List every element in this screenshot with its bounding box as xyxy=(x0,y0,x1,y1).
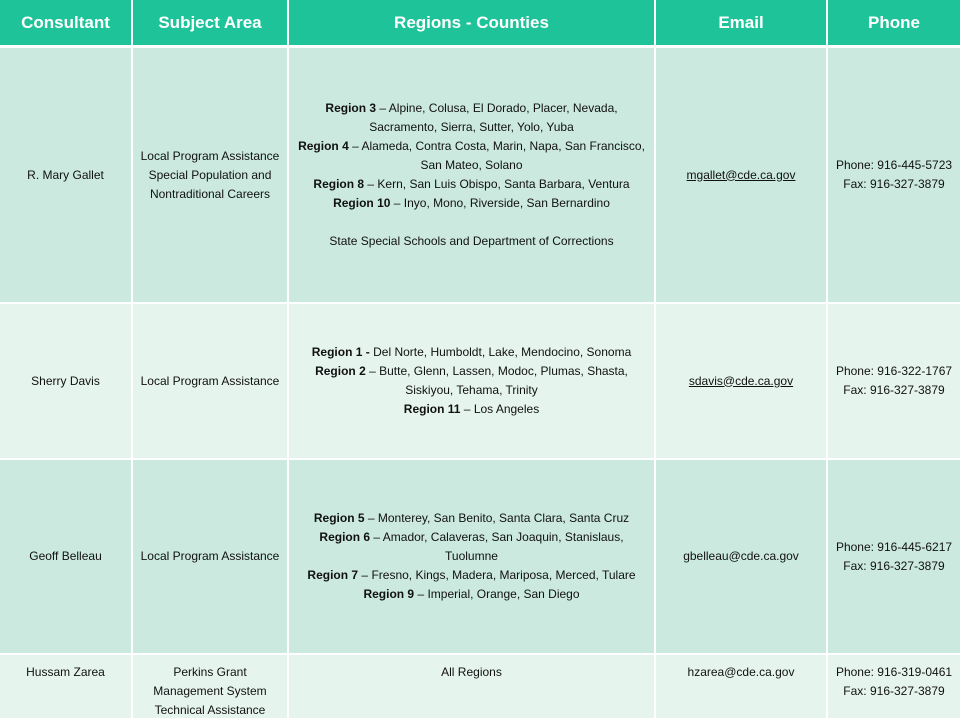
subject-area xyxy=(133,304,289,460)
region-label: Region 3 xyxy=(325,101,377,115)
region-line xyxy=(295,99,648,137)
region-counties: Amador, Calaveras, San Joaquin, Stanislaus, Tuolumne xyxy=(382,530,624,563)
consultant-name: R. Mary Gallet xyxy=(0,48,133,304)
region-label: Region 2 xyxy=(315,364,366,378)
region-line xyxy=(295,528,648,566)
region-label: Region 10 xyxy=(333,196,391,210)
subject-line: Perkins Grant Management System Technical Assistance xyxy=(153,665,267,717)
region-counties: Imperial, Orange, San Diego xyxy=(427,587,580,601)
email-cell xyxy=(656,48,828,304)
region-label: Region 8 xyxy=(313,177,365,191)
fax-number: Fax: 916-327-3879 xyxy=(843,684,945,698)
email-cell xyxy=(656,460,828,655)
region-counties: Los Angeles xyxy=(473,402,540,416)
phone-number: Phone: 916-445-5723 xyxy=(835,158,953,172)
phone-cell xyxy=(828,460,960,655)
region-label: Region 5 xyxy=(313,511,365,525)
consultant-name: Hussam Zarea xyxy=(0,655,133,720)
region-line xyxy=(295,137,648,175)
regions-counties xyxy=(289,460,656,655)
subject-line: Local Program Assistance xyxy=(140,549,280,563)
phone-cell xyxy=(828,304,960,460)
region-separator: – xyxy=(460,402,474,416)
email-address[interactable]: hzarea@cde.ca.gov xyxy=(687,665,795,679)
header-phone: Phone xyxy=(828,0,960,48)
region-separator: – xyxy=(414,587,428,601)
region-separator: – xyxy=(370,530,383,544)
region-counties: Monterey, San Benito, Santa Clara, Santa Cruz xyxy=(377,511,630,525)
phone-number: Phone: 916-445-6217 xyxy=(835,539,953,554)
email-link[interactable]: mgallet@cde.ca.gov xyxy=(686,167,796,182)
region-line xyxy=(363,585,579,604)
region-separator: – xyxy=(364,511,378,525)
region-counties: Del Norte, Humboldt, Lake, Mendocino, Sonoma xyxy=(373,345,632,359)
region-line xyxy=(313,175,629,194)
regions-counties xyxy=(289,48,656,304)
header-regions-counties: Regions - Counties xyxy=(289,0,656,48)
phone-cell xyxy=(828,48,960,304)
region-separator: – xyxy=(358,568,372,582)
region-label: Region 9 xyxy=(363,587,415,601)
subject-line: Local Program Assistance xyxy=(140,373,280,388)
region-counties: Inyo, Mono, Riverside, San Bernardino xyxy=(403,196,610,210)
fax-number: Fax: 916-327-3879 xyxy=(843,177,945,191)
email-link[interactable]: sdavis@cde.ca.gov xyxy=(688,373,794,388)
fax-number: Fax: 916-327-3879 xyxy=(843,383,945,397)
region-counties: Alpine, Colusa, El Dorado, Placer, Nevada, Sacramento, Sierra, Sutter, Yolo, Yuba xyxy=(369,101,618,134)
header-consultant: Consultant xyxy=(0,0,133,48)
region-label: Region 1 - xyxy=(311,345,370,359)
region-counties: Alameda, Contra Costa, Marin, Napa, San Francisco, San Mateo, Solano xyxy=(361,139,645,172)
header-subject-area: Subject Area xyxy=(133,0,289,48)
email-cell xyxy=(656,304,828,460)
regions-note: State Special Schools and Department of Corrections xyxy=(329,234,614,248)
header-email: Email xyxy=(656,0,828,48)
regions-counties: All Regions xyxy=(289,655,656,720)
region-line xyxy=(314,509,629,528)
region-separator: – xyxy=(376,101,389,115)
subject-area xyxy=(133,655,289,720)
phone-number: Phone: 916-319-0461 xyxy=(835,665,953,679)
region-separator: – xyxy=(390,196,404,210)
region-line xyxy=(295,362,648,400)
consultant-name: Sherry Davis xyxy=(0,304,133,460)
consultant-name: Geoff Belleau xyxy=(0,460,133,655)
region-counties: Kern, San Luis Obispo, Santa Barbara, Ventura xyxy=(377,177,630,191)
region-line xyxy=(307,566,635,585)
region-label: Region 11 xyxy=(403,402,461,416)
email-address[interactable]: gbelleau@cde.ca.gov xyxy=(683,549,799,563)
region-separator: – xyxy=(365,364,380,378)
subject-line: Local Program Assistance xyxy=(140,148,280,163)
phone-cell xyxy=(828,655,960,720)
region-line xyxy=(312,343,632,362)
region-line xyxy=(333,194,610,213)
region-line xyxy=(404,400,539,419)
region-label: Region 6 xyxy=(319,530,371,544)
email-cell xyxy=(656,655,828,720)
regions-counties xyxy=(289,304,656,460)
subject-area xyxy=(133,460,289,655)
region-separator: – xyxy=(348,139,362,153)
region-label: Region 4 xyxy=(298,139,349,153)
subject-line: Special Population and Nontraditional Careers xyxy=(148,167,272,201)
region-label: Region 7 xyxy=(307,568,359,582)
region-counties: Butte, Glenn, Lassen, Modoc, Plumas, Shasta, Siskiyou, Tehama, Trinity xyxy=(379,364,628,397)
fax-number: Fax: 916-327-3879 xyxy=(843,558,945,573)
region-counties: Fresno, Kings, Madera, Mariposa, Merced, Tulare xyxy=(371,568,636,582)
region-separator: – xyxy=(364,177,378,191)
subject-area xyxy=(133,48,289,304)
phone-number: Phone: 916-322-1767 xyxy=(835,364,953,378)
